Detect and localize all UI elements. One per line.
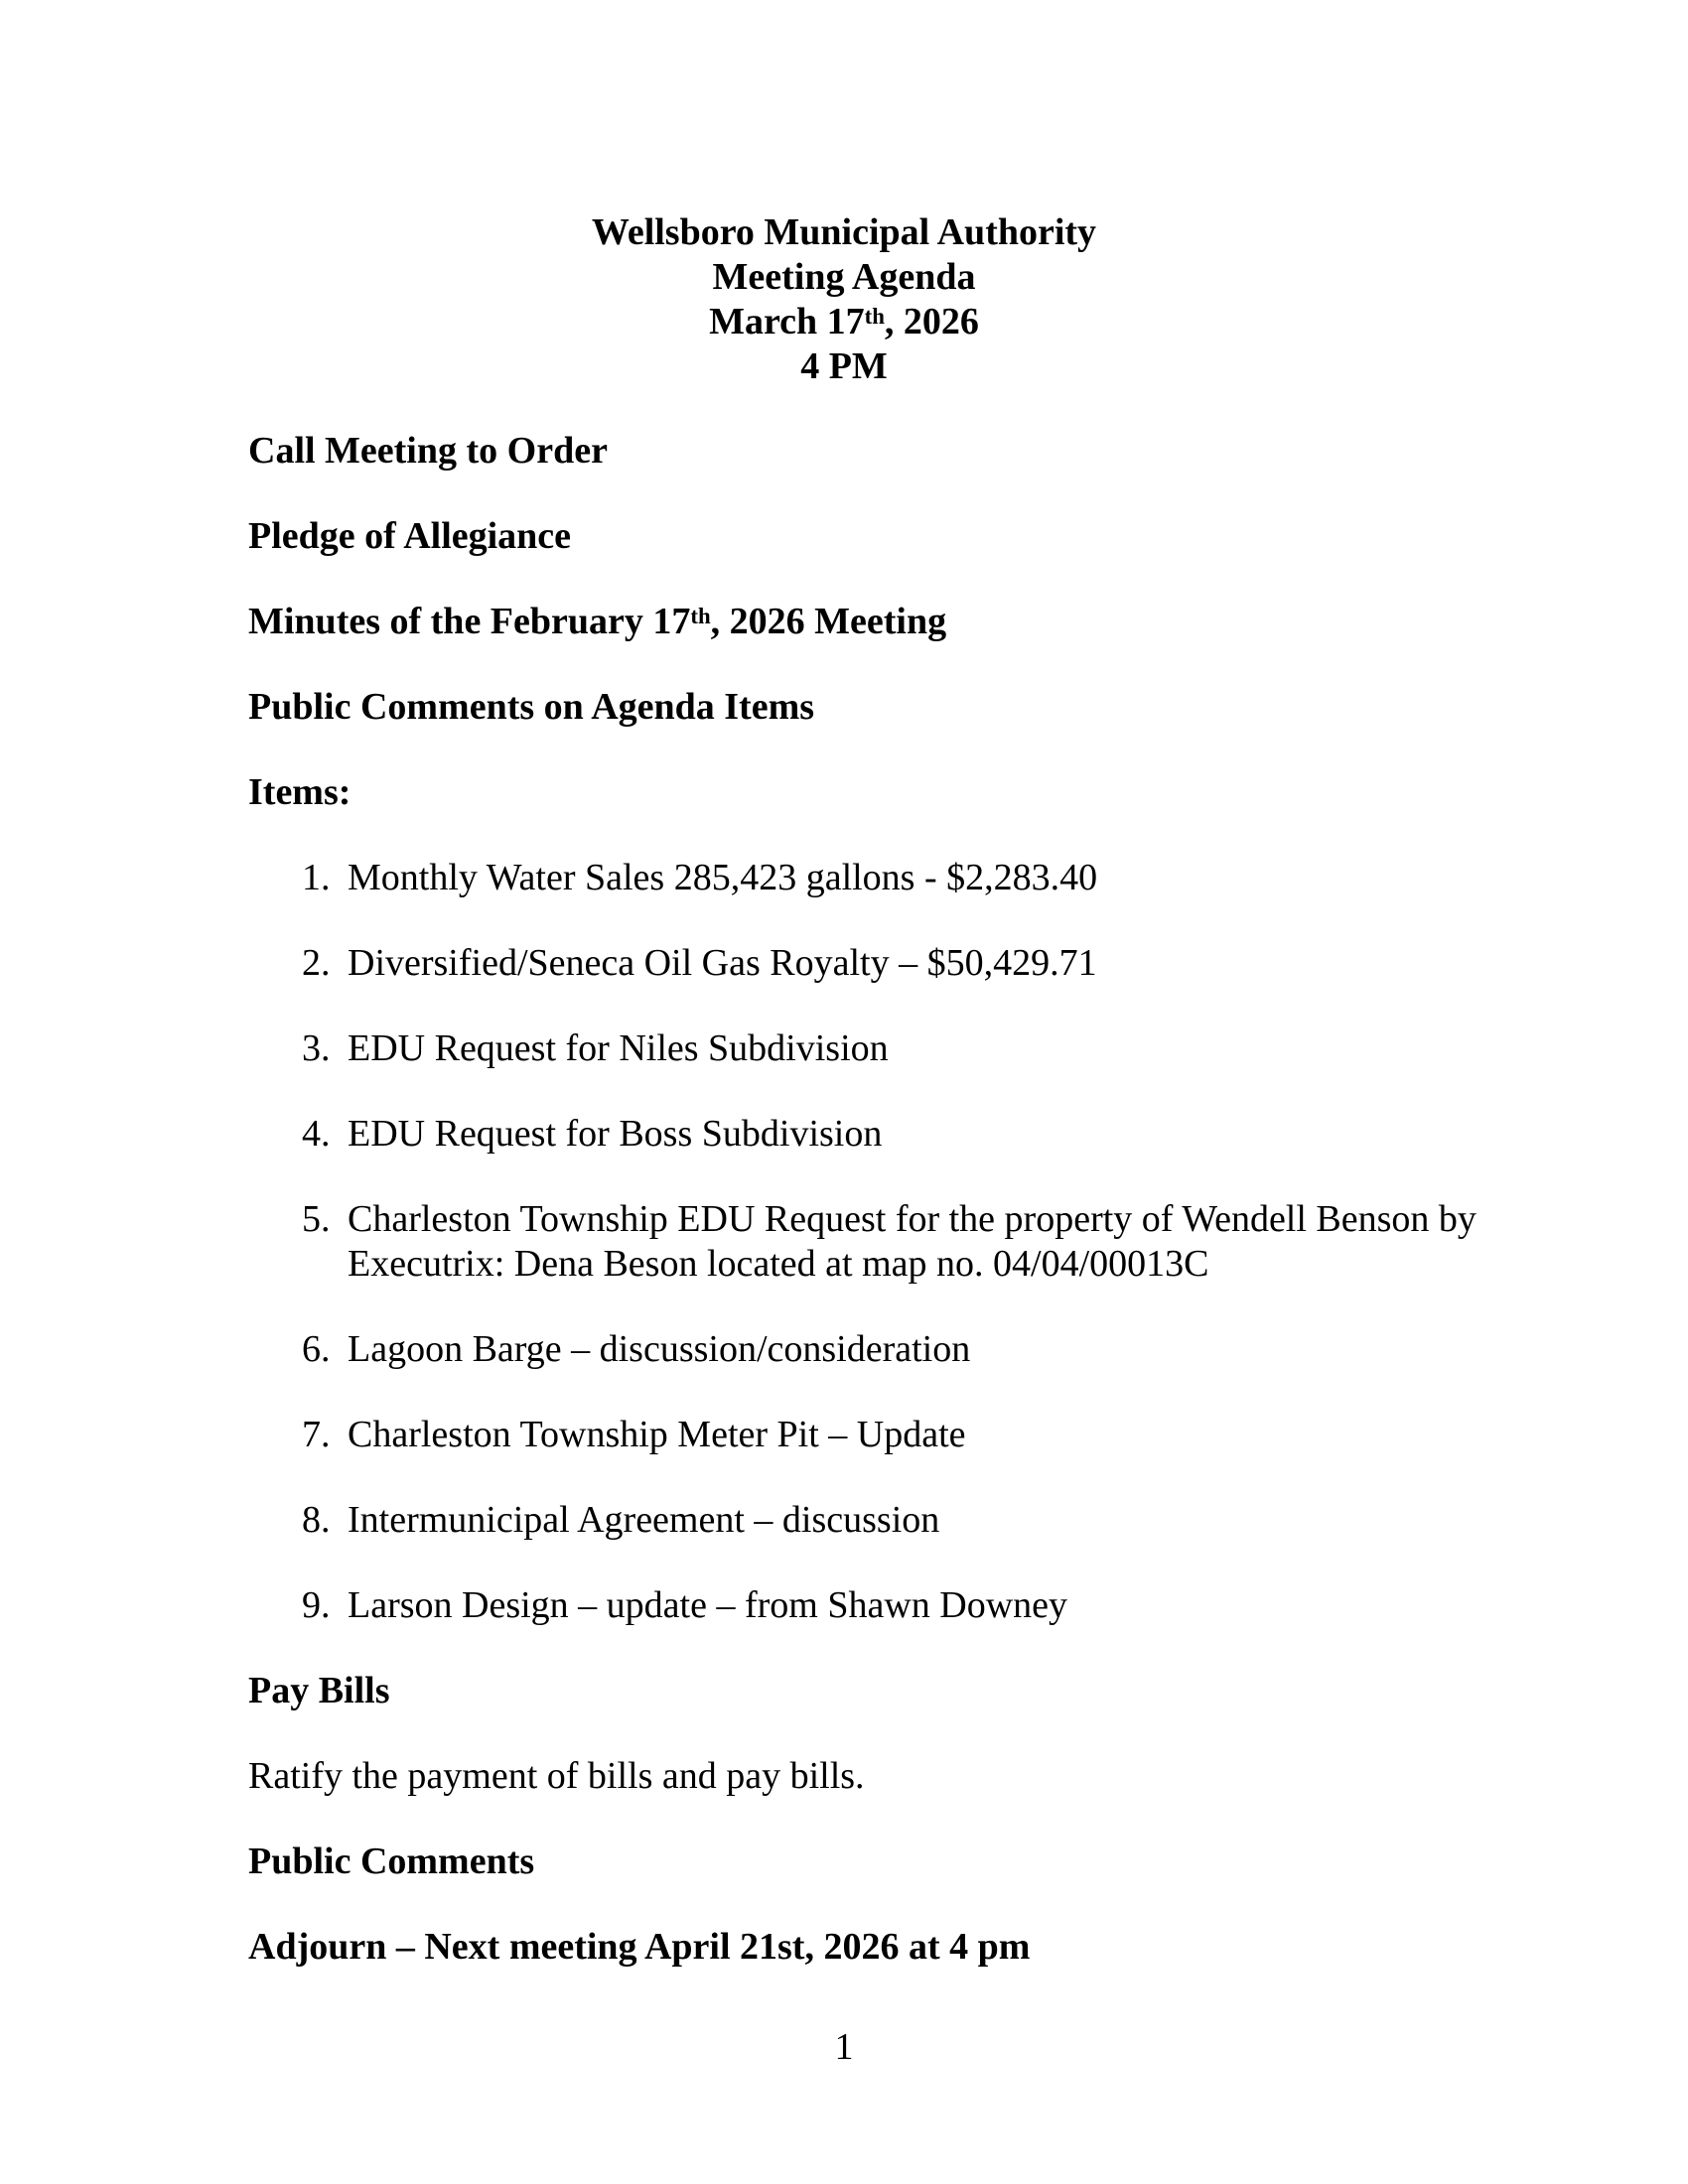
- item-text: Lagoon Barge – discussion/consideration: [348, 1328, 971, 1370]
- item-number: 6.: [302, 1328, 331, 1370]
- meeting-date-ordinal-superscript: th: [864, 303, 885, 329]
- item-number: 9.: [302, 1584, 331, 1626]
- page-footer: [0, 2025, 1688, 2070]
- ratify-text: Ratify the payment of bills and pay bills.: [248, 1755, 865, 1797]
- agenda-item-5: [248, 1197, 1477, 1287]
- page-number: 1: [834, 2026, 854, 2068]
- agenda-item-1: [248, 856, 1440, 900]
- meeting-agenda-subtitle: Meeting Agenda: [712, 256, 976, 298]
- item-text: Larson Design – update – from Shawn Downey: [348, 1584, 1068, 1626]
- adjourn-heading: Adjourn – Next meeting April 21st, 2026 at 4 pm: [248, 1926, 1031, 1968]
- meeting-time: 4 PM: [800, 345, 888, 387]
- item-number: 7.: [302, 1414, 331, 1455]
- document-header: [248, 210, 1440, 389]
- minutes-heading-year: , 2026 Meeting: [710, 601, 947, 642]
- item-text: EDU Request for Boss Subdivision: [348, 1113, 883, 1155]
- minutes-heading-text: Minutes of the February 17: [248, 601, 691, 642]
- item-text: Intermunicipal Agreement – discussion: [348, 1499, 940, 1541]
- items-label: Items:: [248, 771, 352, 813]
- item-number: 3.: [302, 1027, 331, 1069]
- agenda-item-9: [248, 1583, 1440, 1628]
- call-to-order-heading: Call Meeting to Order: [248, 430, 608, 472]
- agenda-item-8: [248, 1498, 1440, 1543]
- agenda-item-2: [248, 941, 1440, 986]
- item-number: 1.: [302, 857, 331, 898]
- meeting-date-year: , 2026: [884, 301, 979, 342]
- agenda-items-list: [248, 856, 1477, 1628]
- pay-bills-heading: Pay Bills: [248, 1670, 390, 1711]
- item-text: EDU Request for Niles Subdivision: [348, 1027, 889, 1069]
- pledge-heading: Pledge of Allegiance: [248, 515, 572, 557]
- item-text: Monthly Water Sales 285,423 gallons - $2,283.40: [348, 857, 1098, 898]
- public-comments-agenda-heading: Public Comments on Agenda Items: [248, 686, 815, 728]
- agenda-item-4: [248, 1112, 1440, 1157]
- minutes-heading: [248, 600, 1440, 644]
- item-number: 4.: [302, 1113, 331, 1155]
- public-comments-heading: Public Comments: [248, 1841, 535, 1882]
- item-text: Diversified/Seneca Oil Gas Royalty – $50,429.71: [348, 942, 1097, 984]
- item-number: 8.: [302, 1499, 331, 1541]
- item-number: 2.: [302, 942, 331, 984]
- item-text: Charleston Township Meter Pit – Update: [348, 1414, 966, 1455]
- item-text: Charleston Township EDU Request for the property of Wendell Benson by Executrix: Dena Beson located at map no. 04/04/00013C: [348, 1198, 1477, 1285]
- organization-title: Wellsboro Municipal Authority: [591, 211, 1097, 253]
- meeting-date-text: March 17: [709, 301, 865, 342]
- meeting-date: [248, 300, 1440, 344]
- agenda-item-7: [248, 1413, 1440, 1457]
- minutes-ordinal-superscript: th: [690, 603, 711, 628]
- agenda-item-3: [248, 1026, 1440, 1071]
- agenda-item-6: [248, 1327, 1440, 1372]
- item-number: 5.: [302, 1198, 331, 1240]
